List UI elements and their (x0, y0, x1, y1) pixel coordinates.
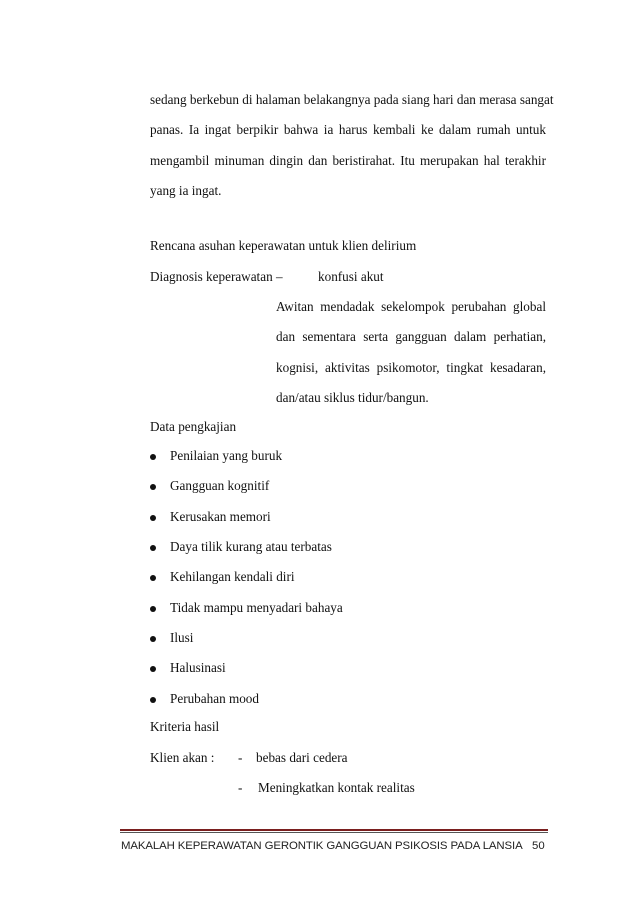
bullet-icon (150, 606, 156, 612)
outcome-dash: - (238, 780, 243, 795)
list-item: Gangguan kognitif (170, 478, 270, 493)
page-number: 50 (532, 840, 545, 852)
list-item: Daya tilik kurang atau terbatas (170, 539, 332, 554)
bullet-icon (150, 454, 156, 460)
footer-rule (120, 829, 548, 831)
paragraph-line: panas. Ia ingat berpikir bahwa ia harus kembali ke dalam rumah untuk (150, 122, 546, 137)
definition-line: kognisi, aktivitas psikomotor, tingkat kesadaran, (276, 360, 546, 375)
assessment-heading: Data pengkajian (150, 419, 237, 434)
bullet-icon (150, 666, 156, 672)
list-item: Halusinasi (170, 660, 226, 675)
bullet-icon (150, 636, 156, 642)
list-item: Penilaian yang buruk (170, 448, 283, 463)
outcome-dash: - (238, 750, 243, 765)
outcome-item: Meningkatkan kontak realitas (258, 780, 415, 795)
plan-title: Rencana asuhan keperawatan untuk klien delirium (150, 238, 417, 253)
bullet-icon (150, 697, 156, 703)
paragraph-line: yang ia ingat. (150, 183, 222, 198)
bullet-icon (150, 484, 156, 490)
bullet-icon (150, 545, 156, 551)
definition-line: Awitan mendadak sekelompok perubahan global (276, 299, 546, 314)
paragraph-line: sedang berkebun di halaman belakangnya pada siang hari dan merasa sangat (150, 92, 554, 107)
list-item: Kerusakan memori (170, 509, 271, 524)
footer-rule-thin (120, 832, 548, 833)
list-item: Ilusi (170, 630, 194, 645)
list-item: Perubahan mood (170, 691, 259, 706)
outcome-heading: Kriteria hasil (150, 719, 220, 734)
bullet-icon (150, 575, 156, 581)
definition-line: dan/atau siklus tidur/bangun. (276, 390, 429, 405)
diagnosis-label: Diagnosis keperawatan – (150, 269, 283, 284)
footer-title: MAKALAH KEPERAWATAN GERONTIK GANGGUAN PSIKOSIS PADA LANSIA (121, 840, 523, 852)
paragraph-line: mengambil minuman dingin dan beristirahat. Itu merupakan hal terakhir (150, 153, 546, 168)
list-item: Tidak mampu menyadari bahaya (170, 600, 343, 615)
definition-line: dan sementara serta gangguan dalam perhatian, (276, 329, 546, 344)
diagnosis-value: konfusi akut (318, 269, 384, 284)
list-item: Kehilangan kendali diri (170, 569, 295, 584)
outcome-item: bebas dari cedera (256, 750, 348, 765)
bullet-icon (150, 515, 156, 521)
outcome-label: Klien akan : (150, 750, 215, 765)
